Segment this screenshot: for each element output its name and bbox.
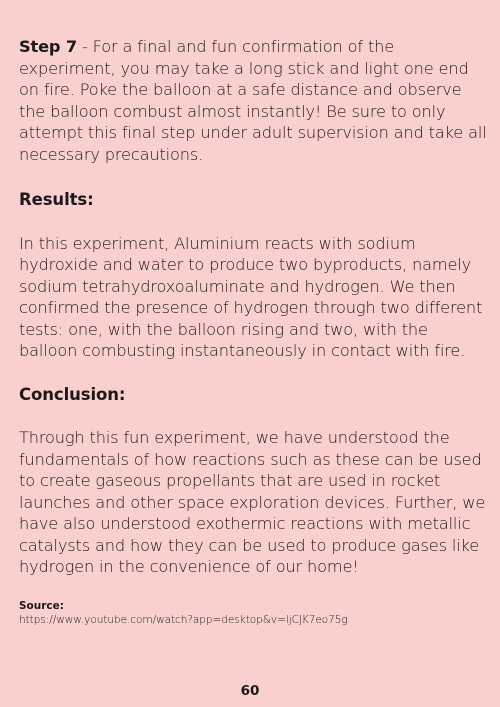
results-paragraph: In this experiment, Aluminium reacts with sodium hydroxide and water to produce two byproducts, namely sodium tetrahydroxoaluminate and hydrogen. We then confirmed the presence of hydrogen through two different tests: one, with the balloon rising and two, with the balloon combusting instantaneously in contact with fire. xyxy=(19,233,483,360)
step-7-text: - For a final and fun confirmation of the experiment, you may take a long stick and light one end on fire. Poke the balloon at a safe distance and observe the balloon combust almost instantly! Be sure to only attempt this final step under adult supervision and take all necessary precautions. xyxy=(19,37,487,164)
page-number: 60 xyxy=(240,683,260,699)
conclusion-paragraph: Through this fun experiment, we have understood the fundamentals of how reactions such as these can be used to create gaseous propellants that are used in rocket launches and other space exploration devices. Further, we have also understood exothermic reactions with metallic catalysts and how they can be used to produce gases like hydrogen in the convenience of our home! xyxy=(19,428,486,576)
document-page xyxy=(19,36,489,627)
step-7-paragraph xyxy=(19,36,489,165)
conclusion-heading: Conclusion: xyxy=(19,384,126,404)
step-7-label: Step 7 xyxy=(19,37,77,56)
source-label: Source: xyxy=(19,599,64,612)
results-heading: Results: xyxy=(19,190,94,209)
source-url: https://www.youtube.com/watch?app=desktop&v=ljCJK7eo75g xyxy=(19,613,348,626)
